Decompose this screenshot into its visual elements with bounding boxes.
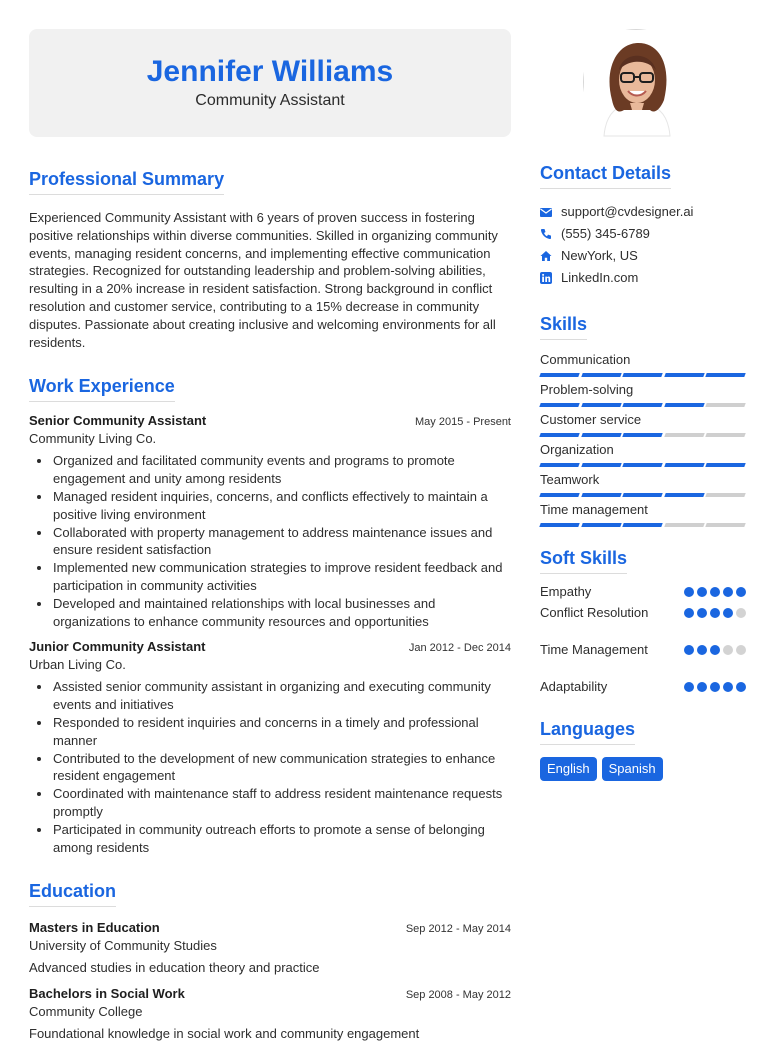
- skill-level-segment: [539, 493, 579, 497]
- rating-dot: [723, 682, 733, 692]
- soft-skill-item: [540, 642, 746, 657]
- contact-email[interactable]: [540, 201, 746, 223]
- rating-dot: [697, 608, 707, 618]
- job-bullet: Participated in community outreach efforts to promote a sense of belonging among residents: [29, 821, 511, 857]
- job-dates: Jan 2012 - Dec 2014: [408, 642, 511, 655]
- contact-linkedin[interactable]: [540, 267, 746, 289]
- job-bullet: Developed and maintained relationships with local businesses and organizations to enhance community resources and opportunities: [29, 595, 511, 631]
- skill-name: Teamwork: [540, 472, 600, 487]
- candidate-name: Jennifer Williams: [146, 55, 394, 88]
- skill-level-segment: [622, 523, 662, 527]
- education-degree: Masters in Education: [29, 920, 160, 936]
- skill-level-segment: [664, 523, 704, 527]
- skill-level-segment: [706, 433, 746, 437]
- skill-level-segment: [581, 493, 621, 497]
- skill-level-segment: [664, 433, 704, 437]
- skill-level-bar: [540, 373, 746, 377]
- skill-name: Time management: [540, 502, 648, 517]
- skill-level-segment: [581, 433, 621, 437]
- job-bullet: Contributed to the development of new communication strategies to enhance resident engagement: [29, 750, 511, 786]
- skill-level-segment: [622, 463, 662, 467]
- skill-level-segment: [539, 403, 579, 407]
- skill-level-segment: [539, 433, 579, 437]
- rating-dot: [710, 608, 720, 618]
- contact-heading: Contact Details: [540, 162, 671, 189]
- job-role: Junior Community Assistant: [29, 639, 206, 655]
- rating-dot: [684, 608, 694, 618]
- skill-level-bar: [540, 403, 746, 407]
- candidate-title: Community Assistant: [195, 92, 345, 109]
- main-column: [29, 168, 511, 1043]
- education-description: Advanced studies in education theory and practice: [29, 960, 320, 976]
- skill-level-segment: [706, 403, 746, 407]
- skill-name: Organization: [540, 442, 614, 457]
- contact-phone-text: (555) 345-6789: [561, 226, 650, 241]
- rating-dot: [710, 645, 720, 655]
- skill-item: [540, 412, 746, 437]
- skill-level-segment: [581, 373, 621, 377]
- contact-linkedin-text: LinkedIn.com: [561, 270, 639, 285]
- job-entry: [29, 412, 511, 630]
- summary-heading: Professional Summary: [29, 168, 224, 195]
- soft-skill-name: Adaptability: [540, 679, 608, 694]
- skill-level-bar: [540, 433, 746, 437]
- phone-icon: [540, 228, 552, 240]
- job-bullet: Organized and facilitated community events and programs to promote engagement and unity among residents: [29, 452, 511, 488]
- soft-skill-item: [540, 605, 746, 620]
- skill-level-segment: [706, 463, 746, 467]
- language-badge: English: [540, 757, 597, 781]
- soft-skill-item: [540, 584, 746, 599]
- skill-level-segment: [664, 373, 704, 377]
- job-bullet-list: [29, 678, 511, 856]
- skill-name: Customer service: [540, 412, 642, 427]
- rating-dot: [736, 608, 746, 618]
- soft-skill-rating: [684, 645, 746, 655]
- soft-skills-heading: Soft Skills: [540, 547, 627, 574]
- contact-phone[interactable]: [540, 223, 746, 245]
- skills-heading: Skills: [540, 313, 587, 340]
- rating-dot: [697, 682, 707, 692]
- job-bullet: Collaborated with property management to address maintenance issues and ensure resident satisfaction: [29, 524, 511, 560]
- skill-level-bar: [540, 463, 746, 467]
- skill-level-bar: [540, 523, 746, 527]
- job-bullet: Responded to resident inquiries and concerns in a timely and professional manner: [29, 714, 511, 750]
- rating-dot: [723, 587, 733, 597]
- soft-skill-name: Conflict Resolution: [540, 605, 649, 620]
- skill-item: [540, 352, 746, 377]
- skill-level-segment: [539, 463, 579, 467]
- contact-location: [540, 245, 746, 267]
- language-badge: Spanish: [602, 757, 663, 781]
- skill-level-segment: [664, 403, 704, 407]
- contact-section: [540, 162, 746, 289]
- rating-dot: [736, 587, 746, 597]
- sidebar-column: [540, 162, 746, 781]
- skill-level-segment: [539, 373, 579, 377]
- education-heading: Education: [29, 880, 116, 907]
- skill-level-segment: [581, 523, 621, 527]
- rating-dot: [736, 682, 746, 692]
- skill-level-segment: [664, 463, 704, 467]
- rating-dot: [723, 645, 733, 655]
- rating-dot: [736, 645, 746, 655]
- profile-photo-image: [584, 30, 690, 136]
- skills-section: [540, 313, 746, 527]
- skill-level-segment: [664, 493, 704, 497]
- home-icon: [540, 250, 552, 262]
- rating-dot: [697, 587, 707, 597]
- skill-item: [540, 442, 746, 467]
- rating-dot: [710, 587, 720, 597]
- skill-item: [540, 502, 746, 527]
- skill-level-segment: [622, 493, 662, 497]
- education-school: University of Community Studies: [29, 938, 217, 954]
- education-degree: Bachelors in Social Work: [29, 986, 185, 1002]
- skill-item: [540, 472, 746, 497]
- skill-level-segment: [622, 373, 662, 377]
- job-bullet: Managed resident inquiries, concerns, and conflicts effectively to maintain a positive living environment: [29, 488, 511, 524]
- soft-skills-list: [540, 584, 746, 694]
- job-bullet: Coordinated with maintenance staff to address resident maintenance requests promptly: [29, 785, 511, 821]
- job-entry: [29, 638, 511, 856]
- languages-section: [540, 718, 746, 781]
- job-bullet: Assisted senior community assistant in organizing and executing community events and initiatives: [29, 678, 511, 714]
- skill-level-bar: [540, 493, 746, 497]
- rating-dot: [723, 608, 733, 618]
- skill-level-segment: [706, 523, 746, 527]
- contact-location-text: NewYork, US: [561, 248, 638, 263]
- professional-summary-section: [29, 168, 511, 351]
- education-description: Foundational knowledge in social work and community engagement: [29, 1026, 420, 1042]
- education-section: [29, 880, 511, 1043]
- skills-list: [540, 352, 746, 527]
- education-dates: Sep 2012 - May 2014: [405, 923, 511, 936]
- work-heading: Work Experience: [29, 375, 175, 402]
- skill-level-segment: [706, 373, 746, 377]
- skill-level-segment: [622, 403, 662, 407]
- contact-email-text: support@cvdesigner.ai: [561, 204, 694, 219]
- skill-level-segment: [581, 463, 621, 467]
- skill-level-segment: [622, 433, 662, 437]
- job-organization: Urban Living Co.: [29, 657, 126, 673]
- linkedin-icon: [540, 272, 552, 284]
- rating-dot: [697, 645, 707, 655]
- header-banner: [29, 29, 511, 137]
- job-dates: May 2015 - Present: [415, 416, 511, 429]
- job-bullet-list: [29, 452, 511, 630]
- skill-level-segment: [581, 403, 621, 407]
- skill-level-segment: [539, 523, 579, 527]
- education-school: Community College: [29, 1004, 143, 1020]
- rating-dot: [684, 682, 694, 692]
- job-bullet: Implemented new communication strategies to improve resident feedback and participation in community activities: [29, 559, 511, 595]
- education-entry: [29, 919, 511, 977]
- education-dates: Sep 2008 - May 2012: [405, 989, 511, 1002]
- skill-level-segment: [706, 493, 746, 497]
- language-badges: [540, 757, 746, 781]
- summary-text: Experienced Community Assistant with 6 years of proven success in fostering positive relationships within diverse communities. Skilled in organizing community events, managing resident concerns, and implementing effective communication strategies. Recognized for outstanding leadership and problem-solving abilities, resulting in a 20% increase in resident satisfaction. Strong background in conflict resolution and customer service, contributing to a 15% decrease in community disputes. Passionate about creating inclusive and welcoming environments for all residents.: [29, 210, 498, 350]
- work-experience-section: [29, 375, 511, 856]
- job-organization: Community Living Co.: [29, 431, 157, 447]
- soft-skill-rating: [684, 682, 746, 692]
- education-entry: [29, 985, 511, 1043]
- languages-heading: Languages: [540, 718, 635, 745]
- soft-skill-rating: [684, 587, 746, 597]
- skill-name: Problem-solving: [540, 382, 634, 397]
- rating-dot: [684, 645, 694, 655]
- soft-skill-name: Empathy: [540, 584, 592, 599]
- envelope-icon: [540, 206, 552, 218]
- skill-item: [540, 382, 746, 407]
- profile-photo: [583, 29, 689, 135]
- skill-name: Communication: [540, 352, 631, 367]
- soft-skills-section: [540, 547, 746, 694]
- soft-skill-item: [540, 679, 746, 694]
- soft-skill-name: Time Management: [540, 642, 648, 657]
- rating-dot: [710, 682, 720, 692]
- rating-dot: [684, 587, 694, 597]
- soft-skill-rating: [684, 608, 746, 618]
- job-role: Senior Community Assistant: [29, 413, 207, 429]
